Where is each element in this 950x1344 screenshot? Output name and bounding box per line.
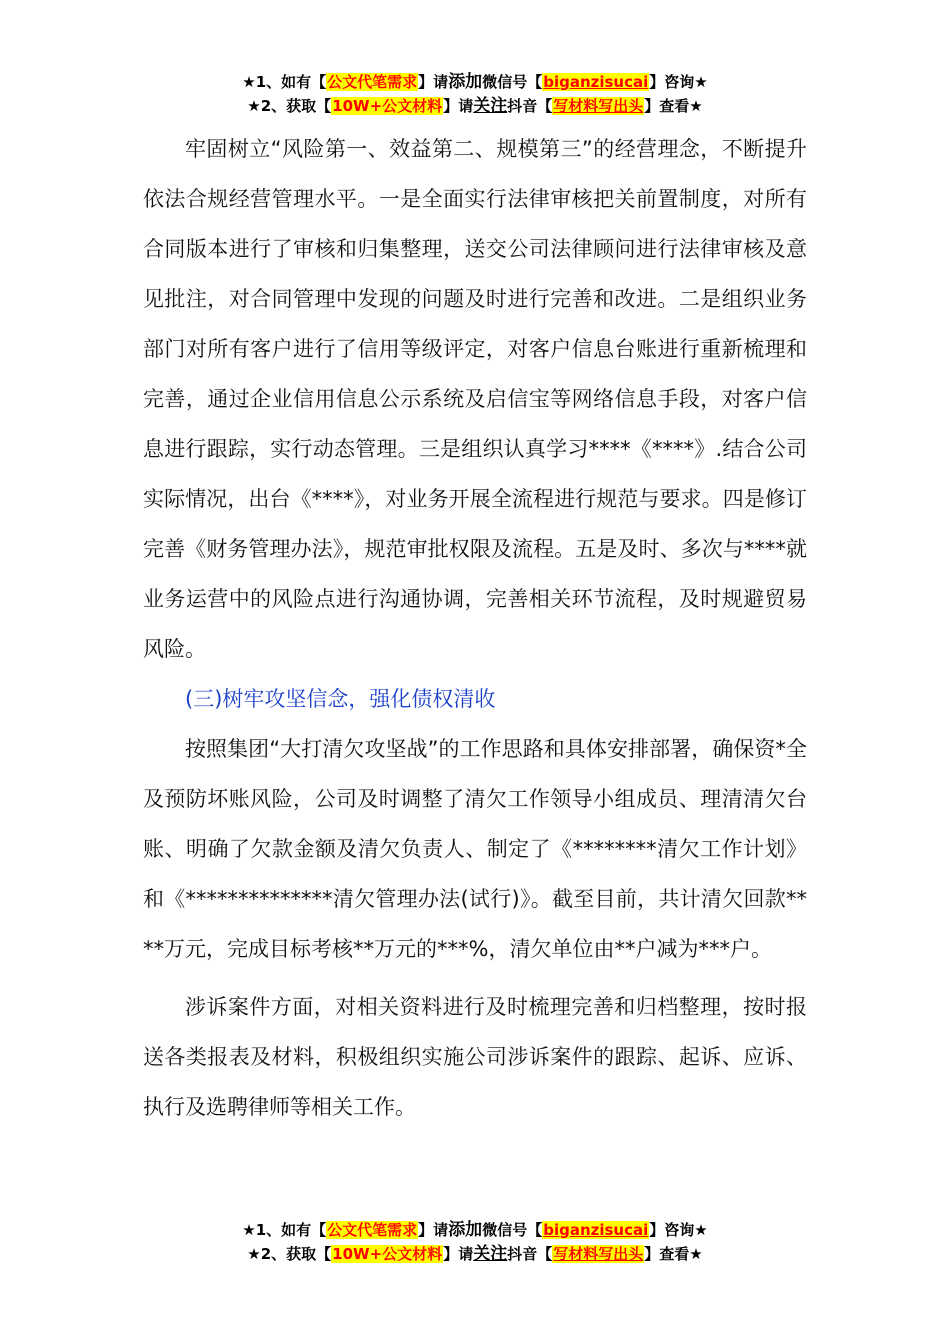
wechat-id-highlight: biganzisucai [543,73,649,91]
promo-text: 抖音【 [507,1245,553,1263]
douyin-id-highlight: 写材料写出头 [553,97,644,115]
promo-text: 】查看★ [644,97,703,115]
promo-text: 】查看★ [644,1245,703,1263]
promo-banner-top [0,70,950,118]
promo-emphasis: 关注 [473,1244,508,1264]
promo-text: 】请 [418,73,449,91]
paragraph-debt-collection: 按照集团“大打清欠攻坚战”的工作思路和具体安排部署，确保资*全及预防坏账风险，公司及时调整了清欠工作领导小组成员、理清清欠台账、明确了欠款金额及清欠负责人、制定了《********清欠工作计划》和《**************清欠管理办法(试行)》。截至目前，共计清欠回款****万元，完成目标考核**万元的***%，清欠单位由**户减为***户。 [143,737,807,961]
promo-highlight: 公文代笔需求 [327,1221,418,1239]
promo-text: ★1、如有【 [242,73,327,91]
promo-highlight: 10W+公文材料 [332,1245,443,1263]
promo-highlight: 公文代笔需求 [327,73,418,91]
promo-text: 微信号【 [482,1221,543,1239]
promo-text: ★2、获取【 [247,97,332,115]
paragraph-compliance: 牢固树立“风险第一、效益第二、规模第三”的经营理念，不断提升依法合规经营管理水平。一是全面实行法律审核把关前置制度，对所有合同版本进行了审核和归集整理，送交公司法律顾问进行法律审核及意见批注，对合同管理中发现的问题及时进行完善和改进。二是组织业务部门对所有客户进行了信用等级评定，对客户信息台账进行重新梳理和完善，通过企业信用信息公示系统及启信宝等网络信息手段，对客户信息进行跟踪，实行动态管理。三是组织认真学习****《****》.结合公司实际情况，出台《****》，对业务开展全流程进行规范与要求。四是修订完善《财务管理办法》，规范审批权限及流程。五是及时、多次与****就业务运营中的风险点进行沟通协调，完善相关环节流程，及时规避贸易风险。 [143,137,807,661]
douyin-id-highlight: 写材料写出头 [553,1245,644,1263]
promo-banner-bottom [0,1218,950,1266]
promo-line-2 [0,94,950,118]
wechat-id-highlight: biganzisucai [543,1221,649,1239]
section-heading-3: (三)树牢攻坚信念，强化债权清收 [185,687,496,711]
promo-emphasis: 添加 [448,1220,483,1240]
promo-emphasis: 关注 [473,96,508,116]
promo-text: 】咨询★ [649,1221,708,1239]
promo-text: 】请 [443,97,474,115]
promo-line-2 [0,1242,950,1266]
promo-text: ★1、如有【 [242,1221,327,1239]
paragraph-litigation: 涉诉案件方面，对相关资料进行及时梳理完善和归档整理，按时报送各类报表及材料，积极组织实施公司涉诉案件的跟踪、起诉、应诉、执行及选聘律师等相关工作。 [143,995,807,1119]
promo-text: ★2、获取【 [247,1245,332,1263]
promo-emphasis: 添加 [448,72,483,92]
paragraph-spacer [143,974,807,982]
promo-text: 】请 [418,1221,449,1239]
promo-text: 】咨询★ [649,73,708,91]
promo-highlight: 10W+公文材料 [332,97,443,115]
promo-text: 微信号【 [482,73,543,91]
promo-text: 】请 [443,1245,474,1263]
promo-line-1 [0,1218,950,1242]
promo-text: 抖音【 [507,97,553,115]
document-body [143,124,807,1132]
promo-line-1 [0,70,950,94]
